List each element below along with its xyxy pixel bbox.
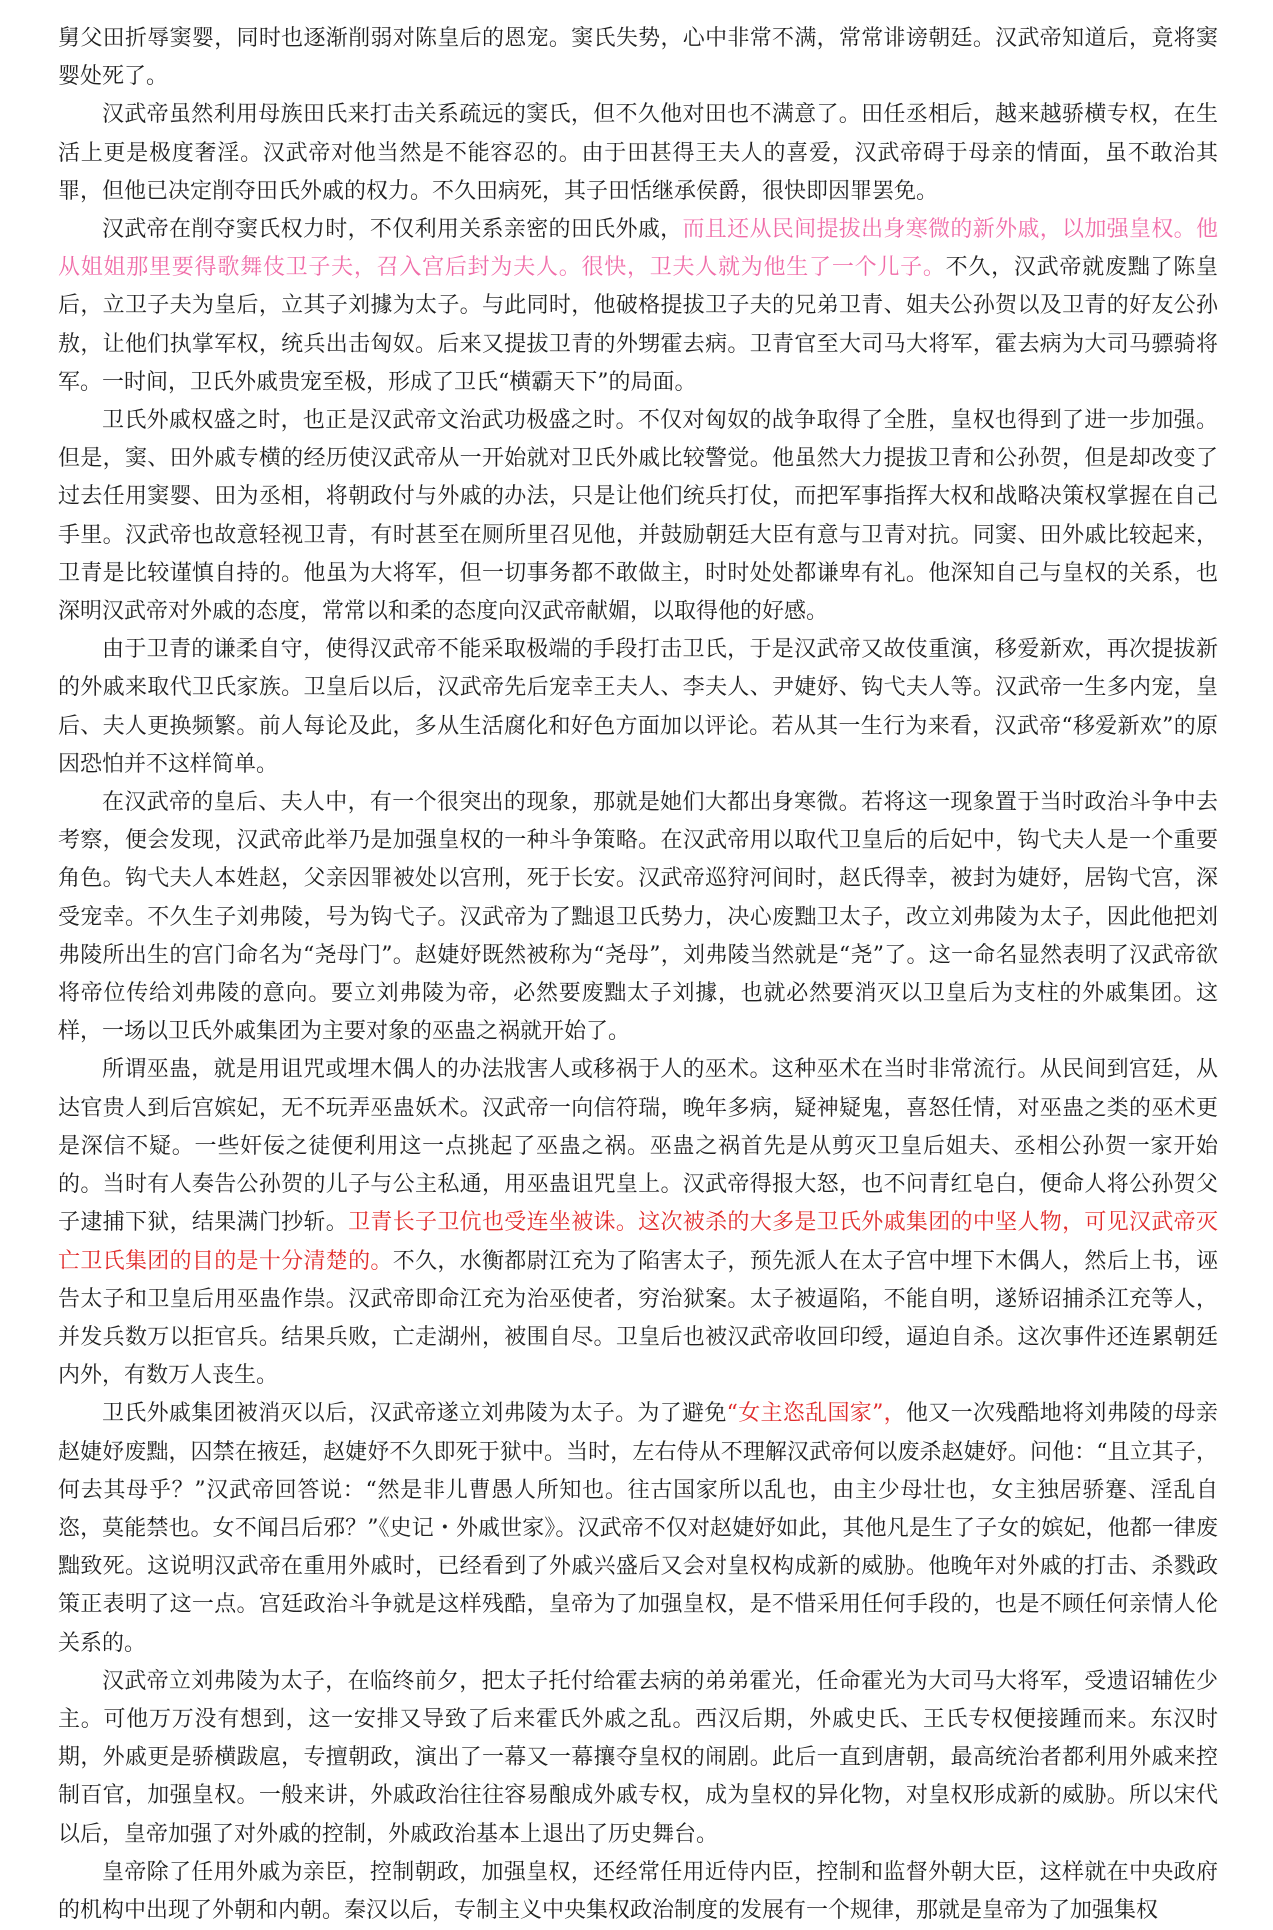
paragraph-5-text: 由于卫青的谦柔自守，使得汉武帝不能采取极端的手段打击卫氏，于是汉武帝又故伎重演，移爱新欢，再次提拔新的外戚来取代卫氏家族。卫皇后以后，汉武帝先后宠幸王夫人、李夫人、尹婕妤、钩弋夫人等。汉武帝一生多内宠，皇后、夫人更换频繁。前人每论及此，多从生活腐化和好色方面加以评论。若从其一生行为来看，汉武帝“移爱新欢”的原因恐怕并不这样简单。 <box>58 637 1218 777</box>
document-page <box>58 20 1218 1930</box>
paragraph-10 <box>58 1854 1218 1930</box>
paragraph-7-text: 所谓巫蛊，就是用诅咒或埋木偶人的办法戕害人或移祸于人的巫术。这种巫术在当时非常流行。从民间到宫廷，从达官贵人到后宫嫔妃，无不玩弄巫蛊妖术。汉武帝一向信符瑞，晚年多病，疑神疑鬼，喜怒任情，对巫蛊之类的巫术更是深信不疑。一些奸佞之徒便利用这一点挑起了巫蛊之祸。巫蛊之祸首先是从剪灭卫皇后姐夫、丞相公孙贺一家开始的。当时有人奏告公孙贺的儿子与公主私通，用巫蛊诅咒皇上。汉武帝得报大怒，也不问青红皂白，便命人将公孙贺父子逮捕下狱，结果满门抄斩。 <box>58 1057 1218 1236</box>
paragraph-8 <box>58 1395 1218 1662</box>
paragraph-10-text: 皇帝除了任用外戚为亲臣，控制朝政，加强皇权，还经常任用近侍内臣，控制和监督外朝大臣，这样就在中央政府的机构中出现了外朝和内朝。秦汉以后，专制主义中央集权政治制度的发展有一个规律，那就是皇帝为了加强集权 <box>58 1859 1218 1923</box>
paragraph-1-text: 舅父田折辱窦婴，同时也逐渐削弱对陈皇后的恩宠。窦氏失势，心中非常不满，常常诽谤朝廷。汉武帝知道后，竟将窦婴处死了。 <box>58 26 1218 90</box>
paragraph-4 <box>58 402 1218 631</box>
paragraph-3-highlight: 而且还从民间提拔出身寒微的新外戚，以加强皇权。他从姐姐那里要得歌舞伎卫子夫，召入宫后封为夫人。很快，卫夫人就为他生了一个儿子。 <box>58 217 1218 281</box>
paragraph-4-text: 卫氏外戚权盛之时，也正是汉武帝文治武功极盛之时。不仅对匈奴的战争取得了全胜，皇权也得到了进一步加强。但是，窦、田外戚专横的经历使汉武帝从一开始就对卫氏外戚比较警觉。他虽然大力提拔卫青和公孙贺，但是却改变了过去任用窦婴、田为丞相，将朝政付与外戚的办法，只是让他们统兵打仗，而把军事指挥大权和战略决策权掌握在自己手里。汉武帝也故意轻视卫青，有时甚至在厕所里召见他，并鼓励朝廷大臣有意与卫青对抗。同窦、田外戚比较起来，卫青是比较谨慎自持的。他虽为大将军，但一切事务都不敢做主，时时处处都谦卑有礼。他深知自己与皇权的关系，也深明汉武帝对外戚的态度，常常以和柔的态度向汉武帝献媚，以取得他的好感。 <box>58 408 1218 625</box>
paragraph-3-text: 汉武帝在削夺窦氏权力时，不仅利用关系亲密的田氏外戚， <box>102 217 683 243</box>
paragraph-2 <box>58 96 1218 211</box>
paragraph-6 <box>58 784 1218 1051</box>
paragraph-9 <box>58 1663 1218 1854</box>
paragraph-1 <box>58 20 1218 96</box>
paragraph-9-text: 汉武帝立刘弗陵为太子，在临终前夕，把太子托付给霍去病的弟弟霍光，任命霍光为大司马大将军，受遗诏辅佐少主。可他万万没有想到，这一安排又导致了后来霍氏外戚之乱。西汉后期，外戚史氏、王氏专权便接踵而来。东汉时期，外戚更是骄横跋扈，专擅朝政，演出了一幕又一幕攘夺皇权的闹剧。此后一直到唐朝，最高统治者都利用外戚来控制百官，加强皇权。一般来讲，外戚政治往往容易酿成外戚专权，成为皇权的异化物，对皇权形成新的威胁。所以宋代以后，皇帝加强了对外戚的控制，外戚政治基本上退出了历史舞台。 <box>58 1668 1218 1847</box>
paragraph-8-text-end: 他又一次残酷地将刘弗陵的母亲赵婕妤废黜，囚禁在掖廷，赵婕妤不久即死于狱中。当时，左右侍从不理解汉武帝何以废杀赵婕妤。问他：“且立其子，何去其母乎？”汉武帝回答说：“然是非儿曹愚人所知也。往古国家所以乱也，由主少母壮也，女主独居骄蹇、淫乱自恣，莫能禁也。女不闻吕后邪？”《史记・外戚世家》。汉武帝不仅对赵婕妤如此，其他凡是生了子女的嫔妃，他都一律废黜致死。这说明汉武帝在重用外戚时，已经看到了外戚兴盛后又会对皇权构成新的威胁。他晚年对外戚的打击、杀戮政策正表明了这一点。宫廷政治斗争就是这样残酷，皇帝为了加强皇权，是不惜采用任何手段的，也是不顾任何亲情人伦关系的。 <box>58 1401 1218 1656</box>
paragraph-7-highlight: 卫青长子卫伉也受连坐被诛。这次被杀的大多是卫氏外戚集团的中坚人物，可见汉武帝灭亡卫氏集团的目的是十分清楚的。 <box>58 1210 1218 1274</box>
paragraph-6-text: 在汉武帝的皇后、夫人中，有一个很突出的现象，那就是她们大都出身寒微。若将这一现象置于当时政治斗争中去考察，便会发现，汉武帝此举乃是加强皇权的一种斗争策略。在汉武帝用以取代卫皇后的后妃中，钩弋夫人是一个重要角色。钩弋夫人本姓赵，父亲因罪被处以宫刑，死于长安。汉武帝巡狩河间时，赵氏得幸，被封为婕妤，居钩弋宫，深受宠幸。不久生子刘弗陵，号为钩弋子。汉武帝为了黜退卫氏势力，决心废黜卫太子，改立刘弗陵为太子，因此他把刘弗陵所出生的宫门命名为“尧母门”。赵婕妤既然被称为“尧母”，刘弗陵当然就是“尧”了。这一命名显然表明了汉武帝欲将帝位传给刘弗陵的意向。要立刘弗陵为帝，必然要废黜太子刘據，也就必然要消灭以卫皇后为支柱的外戚集团。这样，一场以卫氏外戚集团为主要对象的巫蛊之祸就开始了。 <box>58 790 1218 1045</box>
paragraph-8-text: 卫氏外戚集团被消灭以后，汉武帝遂立刘弗陵为太子。为了避免 <box>102 1401 727 1427</box>
paragraph-5 <box>58 631 1218 784</box>
paragraph-8-highlight: “女主恣乱国家”， <box>726 1401 906 1427</box>
paragraph-7-text-end: 不久，水衡都尉江充为了陷害太子，预先派人在太子宫中埋下木偶人，然后上书，诬告太子和卫皇后用巫蛊作祟。汉武帝即命江充为治巫使者，穷治狱案。太子被逼陷，不能自明，遂矫诏捕杀江充等人，并发兵数万以拒官兵。结果兵败，亡走湖州，被围自尽。卫皇后也被汉武帝收回印绶，逼迫自杀。这次事件还连累朝廷内外，有数万人丧生。 <box>58 1248 1218 1389</box>
paragraph-2-text: 汉武帝虽然利用母族田氏来打击关系疏远的窦氏，但不久他对田也不满意了。田任丞相后，越来越骄横专权，在生活上更是极度奢淫。汉武帝对他当然是不能容忍的。由于田甚得王夫人的喜爱，汉武帝碍于母亲的情面，虽不敢治其罪，但他已决定削夺田氏外戚的权力。不久田病死，其子田恬继承侯爵，很快即因罪罢免。 <box>58 102 1218 204</box>
paragraph-3-text-end: 不久，汉武帝就废黜了陈皇后，立卫子夫为皇后，立其子刘據为太子。与此同时，他破格提拔卫子夫的兄弟卫青、姐夫公孙贺以及卫青的好友公孙敖，让他们执掌军权，统兵出击匈奴。后来又提拔卫青的外甥霍去病。卫青官至大司马大将军，霍去病为大司马骠骑将军。一时间，卫氏外戚贵宠至极，形成了卫氏“横霸天下”的局面。 <box>58 255 1218 395</box>
paragraph-3 <box>58 211 1218 402</box>
paragraph-7 <box>58 1051 1218 1395</box>
